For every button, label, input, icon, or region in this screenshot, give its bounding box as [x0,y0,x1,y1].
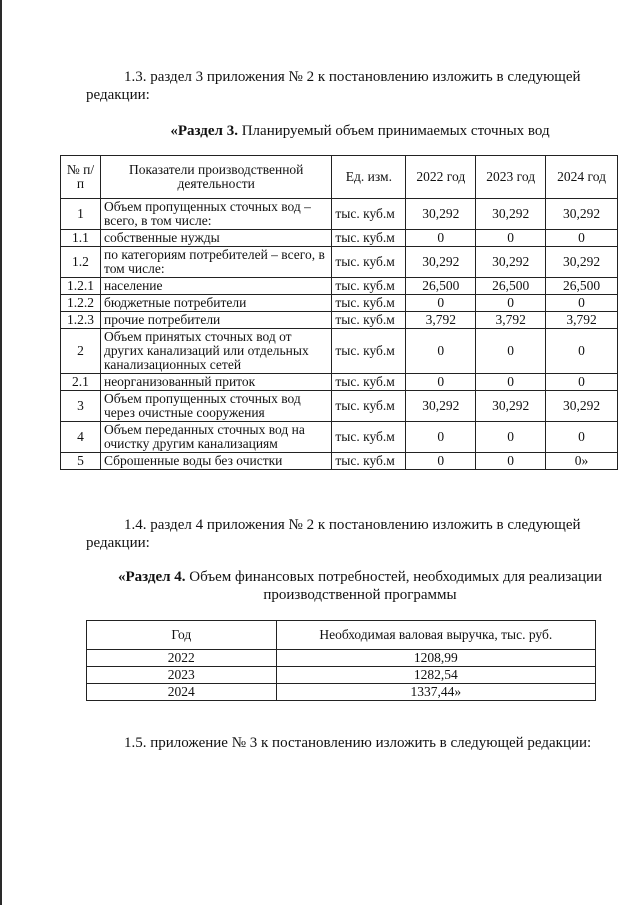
row-indicator: Сброшенные воды без очистки [100,453,331,470]
table-row [61,295,618,312]
section-4-caption-bold: «Раздел 4. [117,569,186,585]
row-unit: тыс. куб.м [332,422,406,453]
header-revenue: Необходимая валовая выручка, тыс. руб. [276,621,595,650]
row-number: 4 [61,422,101,453]
row-value-2024: 0 [546,230,618,247]
table-header-row [87,621,596,650]
table-row [61,422,618,453]
header-2024: 2024 год [546,156,618,199]
row-value-2022: 30,292 [406,199,476,230]
row-number: 1 [61,199,101,230]
row-unit: тыс. куб.м [332,312,406,329]
row-unit: тыс. куб.м [332,199,406,230]
row-indicator: Объем пропущенных сточных вод через очистные сооружения [100,391,331,422]
table-row [87,650,596,667]
section-4-caption [100,568,620,604]
row-indicator: Объем переданных сточных вод на очистку другим канализациям [100,422,331,453]
table-row [61,391,618,422]
section-3-caption-text: Планируемый объем принимаемых сточных вод [237,123,550,139]
header-2022: 2022 год [406,156,476,199]
table-row [61,329,618,374]
row-number: 1.2 [61,247,101,278]
table-row [61,278,618,295]
row-number: 2 [61,329,101,374]
row-value-2023: 0 [476,422,546,453]
paragraph-1-4: 1.4. раздел 4 приложения № 2 к постановлению изложить в следующей редакции: [86,517,581,551]
row-indicator: прочие потребители [100,312,331,329]
row-value-2023: 0 [476,374,546,391]
table-row [61,199,618,230]
row-number: 1.2.3 [61,312,101,329]
section-3-table [60,155,618,470]
section-3-caption [100,122,620,140]
row-value-2023: 0 [476,230,546,247]
row-value-2022: 0 [406,230,476,247]
row-indicator: население [100,278,331,295]
row-year: 2023 [87,667,277,684]
table-row [61,453,618,470]
row-number: 2.1 [61,374,101,391]
row-value-2022: 30,292 [406,391,476,422]
row-value-2023: 0 [476,295,546,312]
row-revenue: 1282,54 [276,667,595,684]
section-4-caption-text: Объем финансовых потребностей, необходимых для реализации производственной программы [185,569,603,603]
row-unit: тыс. куб.м [332,453,406,470]
row-year: 2024 [87,684,277,701]
paragraph-1-5: 1.5. приложение № 3 к постановлению изложить в следующей редакции: [124,735,592,751]
page-edge-shadow [0,0,2,905]
section-4-table [86,620,596,701]
table-row [61,312,618,329]
row-value-2022: 3,792 [406,312,476,329]
row-value-2024: 0» [546,453,618,470]
row-indicator: по категориям потребителей – всего, в том числе: [100,247,331,278]
row-value-2022: 0 [406,329,476,374]
row-number: 1.2.1 [61,278,101,295]
row-value-2023: 0 [476,453,546,470]
row-value-2022: 30,292 [406,247,476,278]
row-value-2023: 26,500 [476,278,546,295]
header-unit: Ед. изм. [332,156,406,199]
row-year: 2022 [87,650,277,667]
row-indicator: Объем пропущенных сточных вод – всего, в том числе: [100,199,331,230]
row-value-2024: 30,292 [546,199,618,230]
row-indicator: собственные нужды [100,230,331,247]
row-unit: тыс. куб.м [332,247,406,278]
row-number: 1.1 [61,230,101,247]
row-value-2024: 0 [546,329,618,374]
table-row [87,684,596,701]
row-unit: тыс. куб.м [332,230,406,247]
table-header-row [61,156,618,199]
row-unit: тыс. куб.м [332,329,406,374]
table-row [61,247,618,278]
row-unit: тыс. куб.м [332,295,406,312]
row-value-2024: 30,292 [546,391,618,422]
row-value-2023: 3,792 [476,312,546,329]
row-indicator: бюджетные потребители [100,295,331,312]
header-num: № п/п [61,156,101,199]
paragraph-1-3: 1.3. раздел 3 приложения № 2 к постановлению изложить в следующей редакции: [86,69,581,103]
row-value-2023: 30,292 [476,199,546,230]
header-2023: 2023 год [476,156,546,199]
row-indicator: Объем принятых сточных вод от других канализаций или отдельных канализационных сетей [100,329,331,374]
table-row [61,230,618,247]
row-value-2024: 0 [546,295,618,312]
row-number: 3 [61,391,101,422]
row-value-2022: 26,500 [406,278,476,295]
row-value-2022: 0 [406,422,476,453]
row-value-2023: 0 [476,329,546,374]
row-value-2022: 0 [406,295,476,312]
row-unit: тыс. куб.м [332,278,406,295]
row-value-2024: 30,292 [546,247,618,278]
row-number: 1.2.2 [61,295,101,312]
row-unit: тыс. куб.м [332,391,406,422]
row-indicator: неорганизованный приток [100,374,331,391]
row-value-2022: 0 [406,453,476,470]
row-value-2024: 3,792 [546,312,618,329]
table-row [61,374,618,391]
header-year: Год [87,621,277,650]
row-value-2023: 30,292 [476,247,546,278]
row-number: 5 [61,453,101,470]
row-value-2024: 0 [546,422,618,453]
row-value-2022: 0 [406,374,476,391]
row-value-2023: 30,292 [476,391,546,422]
row-revenue: 1337,44» [276,684,595,701]
table-row [87,667,596,684]
header-indicator: Показатели производственной деятельности [100,156,331,199]
row-value-2024: 0 [546,374,618,391]
row-revenue: 1208,99 [276,650,595,667]
section-3-caption-bold: «Раздел 3. [170,123,238,139]
row-value-2024: 26,500 [546,278,618,295]
row-unit: тыс. куб.м [332,374,406,391]
